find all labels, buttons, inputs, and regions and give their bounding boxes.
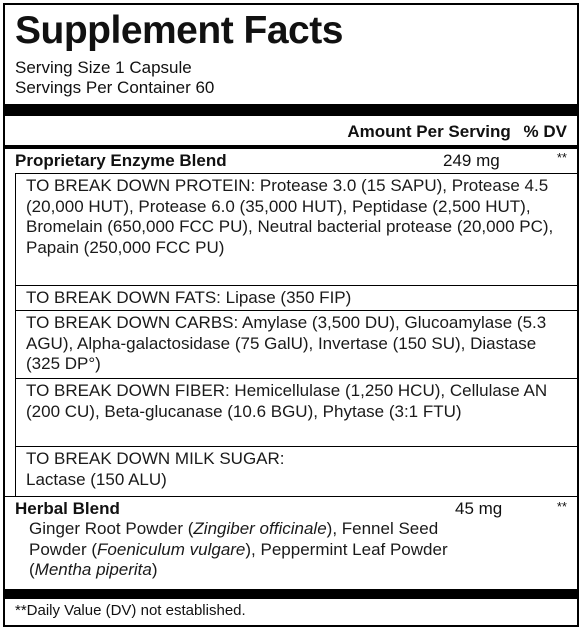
servings-per-container: Servings Per Container 60 bbox=[15, 78, 215, 97]
bottom-thick-divider bbox=[5, 589, 577, 599]
protein-entry: TO BREAK DOWN PROTEIN: Protease 3.0 (15 SAPU), Protease 4.5 (20,000 HUT), Protease 6.0 (35,000 HUT), Peptidase (2,500 HUT), Bromelain (650,000 FCC PU), Neutral bacterial protease (20,000 PC), Papain (250,000 FCC PU) bbox=[26, 176, 554, 257]
carbs-entry: TO BREAK DOWN CARBS: Amylase (3,500 DU), Glucoamylase (5.3 AGU), Alpha-galactosidase (75 GalU), Invertase (150 SU), Diastase (325 DP°) bbox=[26, 313, 547, 373]
herbal-blend-ingredients: Ginger Root Powder (Zingiber officinale), Fennel Seed Powder (Foeniculum vulgare), Peppermint Leaf Powder (Mentha piperita) bbox=[29, 519, 448, 579]
supplement-facts-panel bbox=[3, 3, 579, 627]
divider bbox=[16, 378, 577, 379]
column-header bbox=[347, 121, 567, 143]
header-divider bbox=[5, 145, 577, 149]
herbal-blend-dv: ** bbox=[556, 499, 567, 514]
herbal-blend-name: Herbal Blend bbox=[15, 499, 120, 518]
divider bbox=[16, 310, 577, 311]
serving-size: Serving Size 1 Capsule bbox=[15, 58, 192, 77]
panel-title: Supplement Facts bbox=[15, 9, 343, 52]
fiber-entry: TO BREAK DOWN FIBER: Hemicellulase (1,250 HCU), Cellulase AN (200 CU), Beta-glucanase (10.6 BGU), Phytase (3:1 FTU) bbox=[26, 381, 548, 421]
divider bbox=[16, 446, 577, 447]
amount-per-serving-label: Amount Per Serving bbox=[347, 122, 511, 141]
milk-sugar-entry: TO BREAK DOWN MILK SUGAR: Lactase (150 ALU) bbox=[26, 449, 285, 489]
enzyme-blend-amount: 249 mg bbox=[443, 151, 500, 170]
enzyme-entries-box bbox=[15, 173, 577, 496]
divider bbox=[16, 285, 577, 286]
enzyme-blend-dv: ** bbox=[556, 150, 567, 165]
herbal-blend-amount: 45 mg bbox=[455, 499, 503, 518]
fats-entry: TO BREAK DOWN FATS: Lipase (350 FIP) bbox=[26, 288, 352, 307]
footnote: **Daily Value (DV) not established. bbox=[15, 602, 246, 619]
thick-divider bbox=[5, 104, 577, 116]
divider bbox=[5, 496, 577, 497]
dv-label: % DV bbox=[523, 122, 567, 141]
enzyme-blend-name: Proprietary Enzyme Blend bbox=[15, 151, 227, 170]
